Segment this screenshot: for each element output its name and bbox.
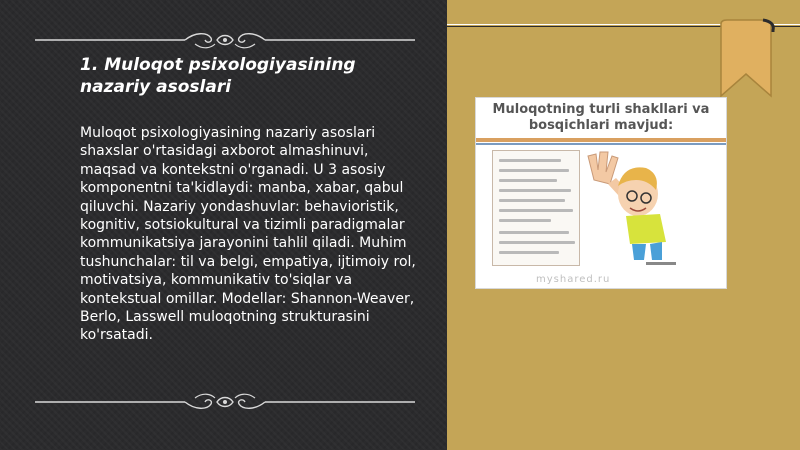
slide-title: 1. Muloqot psixologiyasining nazariy asoslari (80, 55, 356, 97)
slide-body-text: Muloqot psixologiyasining nazariy asoslari shaxslar o'rtasidagi axborot almashinuvi, maqsad va kontekstni o'rganadi. U 3 asosiy komponentni ta'kidlaydi: manba, xabar, qabul qiluvchi. Nazariy yondashuvlar: behavioristik, kognitiv, sotsiokultural va tizimli paradigmalar kommunikatsiya jarayonini tahlil qiladi. Muhim tushunchalar: til va belgi, empatiya, ijtimoiy rol, motivatsiya, kommunikativ to'siqlar va kontekstual omillar. Modellar: Shannon-Weaver, Berlo, Lasswell muloqotning strukturasini ko'rsatadi. (80, 125, 416, 344)
bookmark-ribbon-icon (717, 18, 775, 98)
top-ornament-divider (35, 28, 415, 52)
image-watermark: myshared.ru (536, 274, 611, 285)
embedded-slide-image (475, 97, 727, 289)
image-title: Muloqotning turli shakllari va bosqichlari mavjud: (492, 102, 710, 133)
image-caption-line (646, 262, 676, 265)
waving-person-illustration (586, 150, 676, 260)
image-divider-orange (476, 138, 726, 142)
image-text-box (492, 150, 580, 266)
bottom-ornament-divider (35, 390, 415, 414)
image-divider-blue (476, 143, 726, 145)
